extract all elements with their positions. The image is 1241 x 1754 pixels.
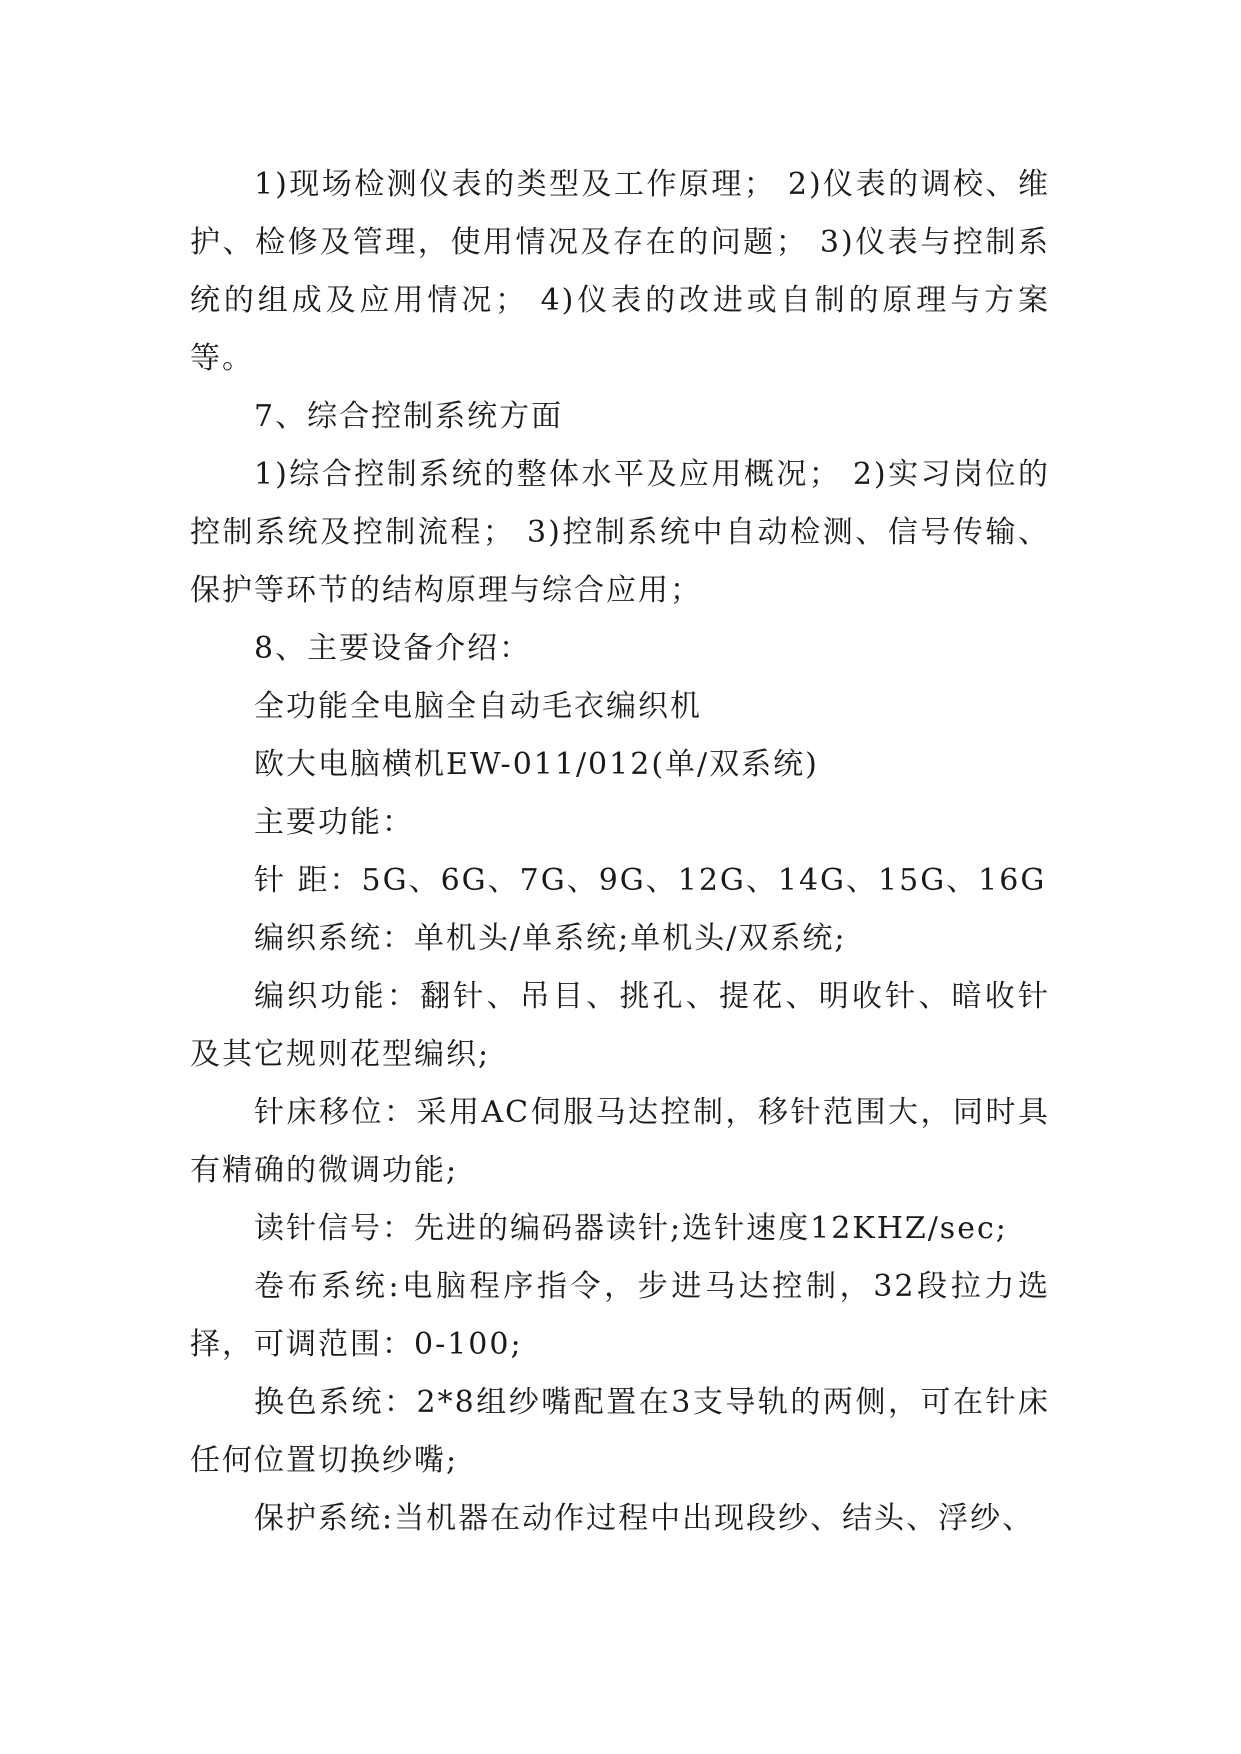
paragraph-instrument-topics: 1)现场检测仪表的类型及工作原理； 2)仪表的调校、维护、检修及管理，使用情况及存在的问题； 3)仪表与控制系统的组成及应用情况； 4)仪表的改进或自制的原理与方案等。 <box>190 167 1050 376</box>
equipment-name: 全功能全电脑全自动毛衣编织机 <box>254 689 702 724</box>
heading-main-equipment: 8、主要设备介绍： <box>254 631 532 666</box>
document-body <box>190 156 1050 1548</box>
heading-integrated-control: 7、综合控制系统方面 <box>254 399 564 434</box>
needle-bed-shift-line: 针床移位：采用AC伺服马达控制，移针范围大，同时具有精确的微调功能; <box>190 1095 1050 1188</box>
knitting-function-line: 编织功能：翻针、吊目、挑孔、提花、明收针、暗收针及其它规则花型编织; <box>190 979 1050 1072</box>
paragraph-control-topics: 1)综合控制系统的整体水平及应用概况； 2)实习岗位的控制系统及控制流程； 3)控制系统中自动检测、信号传输、保护等环节的结构原理与综合应用； <box>190 457 1050 608</box>
needle-gauge-line: 针 距：5G、6G、7G、9G、12G、14G、15G、16G <box>254 863 1047 898</box>
knitting-system-line: 编织系统：单机头/单系统;单机头/双系统; <box>254 921 847 956</box>
take-down-system-line: 卷布系统:电脑程序指令，步进马达控制，32段拉力选择，可调范围：0-100; <box>190 1269 1050 1362</box>
color-change-system-line: 换色系统：2*8组纱嘴配置在3支导轨的两侧，可在针床任何位置切换纱嘴; <box>190 1385 1050 1478</box>
protection-system-line: 保护系统:当机器在动作过程中出现段纱、结头、浮纱、 <box>254 1501 1035 1536</box>
main-functions-label: 主要功能： <box>254 805 414 840</box>
needle-reading-line: 读针信号：先进的编码器读针;选针速度12KHZ/sec; <box>254 1211 1008 1246</box>
equipment-model: 欧大电脑横机EW-011/012(单/双系统) <box>254 747 819 782</box>
